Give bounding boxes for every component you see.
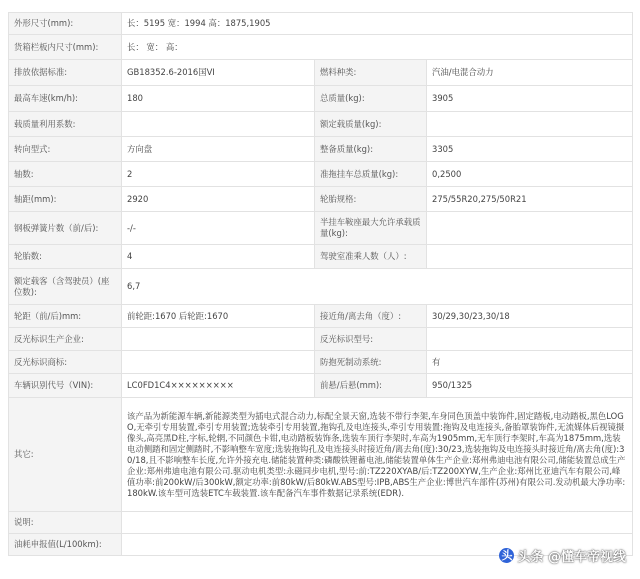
row-value: 950/1325 [427,374,633,398]
row-value [427,245,633,269]
row-label: 排放依据标准: [9,60,122,86]
row-label: 前悬/后悬(mm): [315,374,427,398]
row-label: 钢板弹簧片数（前/后): [9,212,122,245]
row-label: 说明: [9,512,122,534]
row-value: 2 [122,162,315,187]
row-label: 车辆识别代号（VIN): [9,374,122,398]
row-label: 驾驶室准乘人数（人）: [315,245,427,269]
row-value [122,512,633,534]
row-value: 180 [122,86,315,112]
row-value [427,328,633,351]
row-label: 防抱死制动系统: [315,351,427,374]
row-label: 货箱栏板内尺寸(mm): [9,35,122,60]
row-value: 方向盘 [122,137,315,162]
row-value: 前轮距:1670 后轮距:1670 [122,305,315,328]
row-value: 3905 [427,86,633,112]
row-label: 反光标识商标: [9,351,122,374]
row-label: 轮距（前/后)mm: [9,305,122,328]
row-label: 最高车速(km/h): [9,86,122,112]
table-row [9,374,633,398]
row-label: 燃料种类: [315,60,427,86]
other-notes-text: 该产品为新能源车辆,新能源类型为插电式混合动力,标配全景天窗,选装不带行李架,车身同色顶盖中装饰件,固定踏板,电动踏板,黑色LOGO,无牵引专用装置,牵引专用装置;选装牵引专用装置,拖钩孔及电连接头,牵引专用装置:拖钩及电连接头,备胎罩装饰件,无流媒体后视镜摄像头,高亮黑D柱,字标,轮辋,不同颜色卡钳,电动踏板装饰条,选装车顶行李架时,车高为1905mm,无车顶行李架时,车高为1875mm,选装电动侧踏和固定侧踏时,不影响整车宽度;选装拖钩孔及电连接头时接近角/离去角(度):30/23,选装拖钩及电连接头时接近角/离去角(度):30/18,且不影响整车长度,允许外接充电.储能装置种类:磷酸铁锂蓄电池,储能装置单体生产企业:郑州弗迪电池有限公司,储能装置总成生产企业:郑州弗迪电池有限公司.驱动电机类型:永磁同步电机,型号:前:TZ220XYAB/后:TZ200XYW,生产企业:郑州比亚迪汽车有限公司,峰值功率:前200kW/后300kW,额定功率:前80kW/后80kW.ABS型号:IPB,ABS生产企业:博世汽车部件(苏州)有限公司.发动机最大净功率:180kW.该车型可选装ETC车载装置.该车配备汽车事件数据记录系统(EDR). [122,398,633,512]
row-label: 转向型式: [9,137,122,162]
table-row [9,328,633,351]
row-value: 30/29,30/23,30/18 [427,305,633,328]
table-row [9,269,633,305]
row-label: 额定载客（含驾驶员）(座位数): [9,269,122,305]
row-value: -/- [122,212,315,245]
row-label: 载质量利用系数: [9,112,122,137]
row-value [427,212,633,245]
table-row [9,398,633,512]
row-label: 反光标识型号: [315,328,427,351]
row-label: 反光标识生产企业: [9,328,122,351]
row-label: 半挂车鞍座最大允许承载质量(kg): [315,212,427,245]
row-value [427,112,633,137]
table-row [9,112,633,137]
row-label: 轮胎数: [9,245,122,269]
spec-sheet [8,12,632,556]
toutiao-logo-icon: 头 [501,549,513,562]
table-row [9,86,633,112]
row-label: 外形尺寸(mm): [9,13,122,35]
table-row [9,245,633,269]
table-row [9,351,633,374]
row-value: 长： 宽： 高： [122,35,633,60]
table-row [9,212,633,245]
spec-table [8,12,633,556]
row-value: 有 [427,351,633,374]
row-label: 接近角/离去角（度）: [315,305,427,328]
row-label: 总质量(kg): [315,86,427,112]
table-row [9,60,633,86]
row-label: 轮胎规格: [315,187,427,212]
row-label: 轴距(mm): [9,187,122,212]
row-value: 3305 [427,137,633,162]
row-label: 轴数: [9,162,122,187]
row-value: 0,2500 [427,162,633,187]
row-value: 4 [122,245,315,269]
row-label: 整备质量(kg): [315,137,427,162]
row-value: 6,7 [122,269,633,305]
watermark [499,546,626,565]
watermark-text: 头条 @懂车帝视线 [517,550,626,565]
row-value [122,112,315,137]
table-row [9,187,633,212]
table-row [9,305,633,328]
row-value: 长：5195 宽：1994 高：1875,1905 [122,13,633,35]
row-label: 额定载质量(kg): [315,112,427,137]
row-value: GB18352.6-2016国VI [122,60,315,86]
row-value: 275/55R20,275/50R21 [427,187,633,212]
row-value: 2920 [122,187,315,212]
table-row [9,35,633,60]
row-value [122,351,315,374]
row-value: 汽油/电混合动力 [427,60,633,86]
row-value [122,328,315,351]
row-label: 其它: [9,398,122,512]
table-row [9,13,633,35]
row-label: 油耗申报值(L/100km): [9,534,122,556]
table-row [9,162,633,187]
table-row [9,137,633,162]
row-label: 准拖挂车总质量(kg): [315,162,427,187]
row-value: LC0FD1C4××××××××× [122,374,315,398]
table-row [9,512,633,534]
